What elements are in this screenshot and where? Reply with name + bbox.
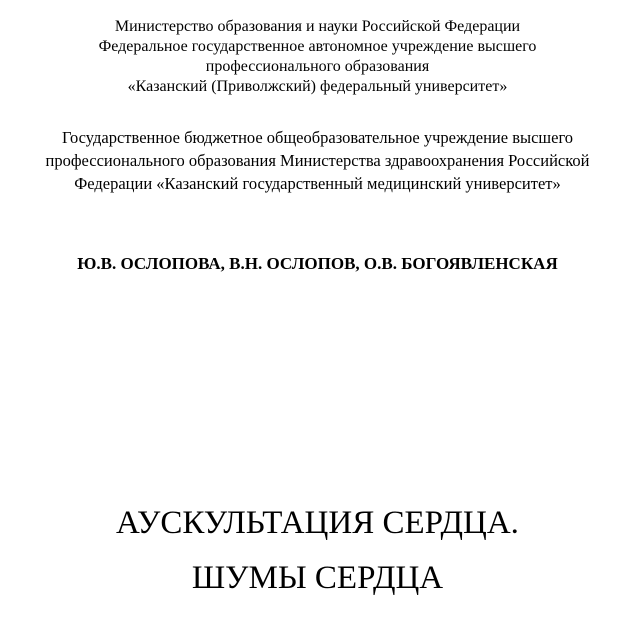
medical-institution-line-2: профессионального образования Министерства здравоохранения Российской xyxy=(45,151,590,170)
title-line-2: ШУМЫ СЕРДЦА xyxy=(191,560,444,596)
university-type-line: Федеральное государственное автономное учреждение высшего xyxy=(98,38,537,55)
ministry-line: Министерство образования и науки Российской Федерации xyxy=(114,18,521,35)
authors xyxy=(0,253,635,275)
ministry-header xyxy=(0,17,635,97)
university-type-line-cont: профессионального образования xyxy=(205,58,430,75)
document-title xyxy=(0,502,635,599)
university-name-line: «Казанский (Приволжский) федеральный университет» xyxy=(127,78,508,95)
title-line-1: АУСКУЛЬТАЦИЯ СЕРДЦА. xyxy=(116,505,519,541)
authors-line: Ю.В. ОСЛОПОВА, В.Н. ОСЛОПОВ, О.В. БОГОЯВЛЕНСКАЯ xyxy=(77,254,558,273)
medical-university-header xyxy=(0,126,635,195)
medical-institution-line-1: Государственное бюджетное общеобразовательное учреждение высшего xyxy=(61,128,574,147)
medical-institution-line-3: Федерации «Казанский государственный медицинский университет» xyxy=(74,174,561,193)
